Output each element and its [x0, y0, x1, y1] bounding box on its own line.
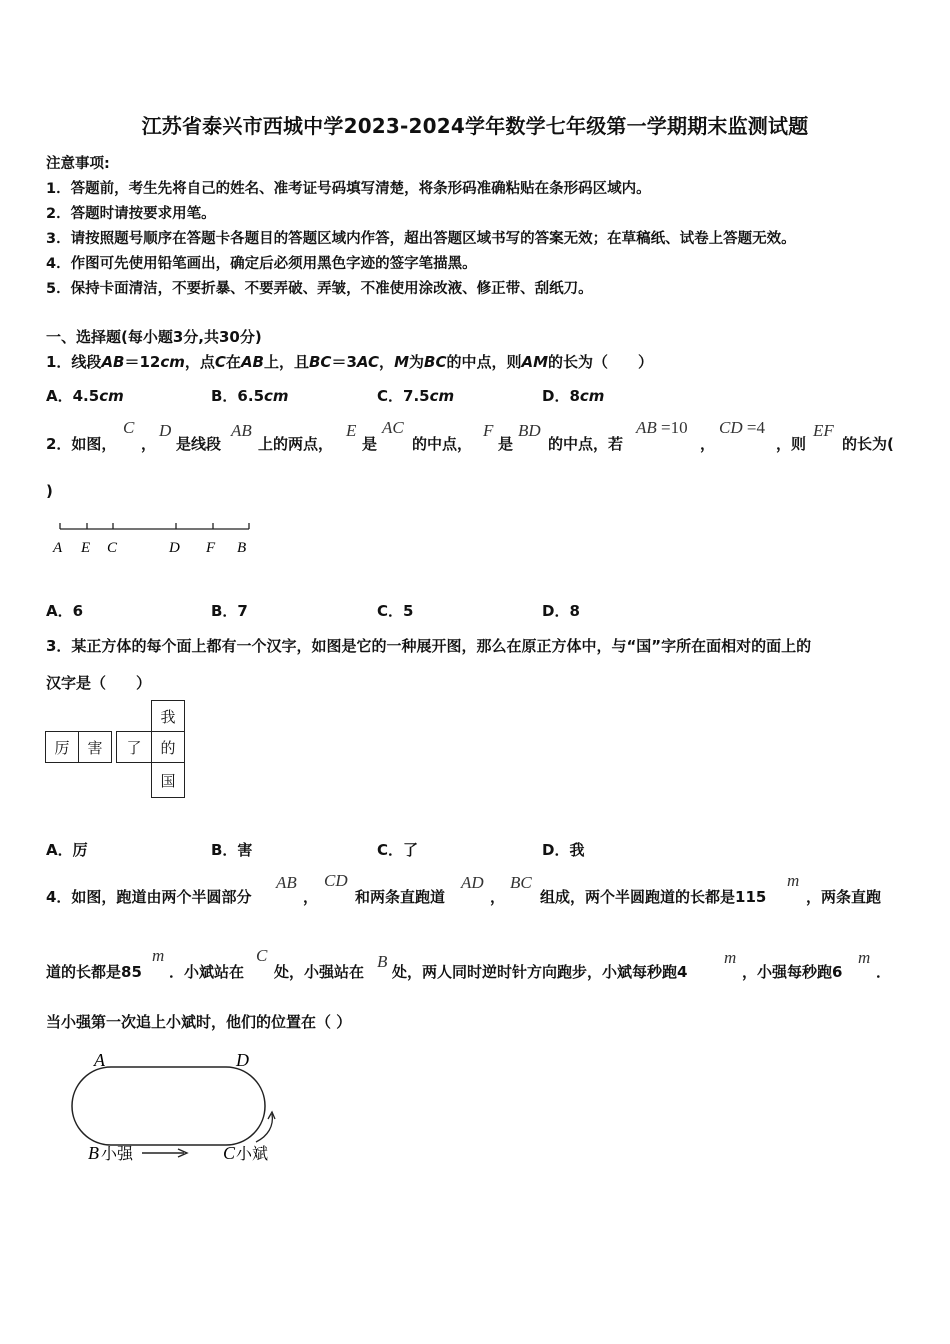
track-label-c: C — [223, 1143, 236, 1163]
q2-point-f: F — [483, 421, 494, 440]
notice-item-5: 5．保持卡面清洁，不要折暴、不要弄破、弄皱，不准使用涂改液、修正带、刮纸刀。 — [46, 281, 593, 297]
q3-line2: 汉字是（ ） — [46, 674, 152, 692]
track-label-d: D — [236, 1050, 249, 1070]
q4-text: 组成，两个半圆跑道的长都是115 — [540, 888, 767, 906]
q1-option-c[interactable]: C．7.5cm — [377, 387, 455, 405]
q1-am: AM — [521, 353, 549, 371]
q4-text: 和两条直跑道 — [355, 888, 446, 906]
q3-option-a[interactable]: A．厉 — [46, 841, 88, 859]
q2-text: 是 — [362, 435, 378, 453]
q1-cm: cm — [160, 353, 185, 371]
q3-option-d[interactable]: D．我 — [542, 841, 585, 859]
q4-arc-ab: AB — [276, 873, 297, 892]
q2-text: 的中点，若 — [548, 435, 624, 453]
q2-text: 上的两点， — [258, 435, 334, 453]
net-cell-hai: 害 — [78, 731, 112, 763]
q1-option-d[interactable]: D．8cm — [542, 387, 605, 405]
q2-option-b[interactable]: B．7 — [211, 602, 248, 620]
notice-item-3: 3．请按照题号顺序在答题卡各题目的答题区域内作答，超出答题区域书写的答案无效；在草稿纸、试卷上答题无效。 — [46, 231, 796, 247]
q2-segment-ab: AB — [231, 421, 252, 440]
q2-segment-ac: AC — [382, 418, 404, 437]
q1-bc: BC — [309, 353, 332, 371]
q1-option-a[interactable]: A．4.5cm — [46, 387, 124, 405]
label-f: F — [206, 540, 216, 556]
q4-unit: m — [787, 871, 800, 890]
q2-segment-bd: BD — [518, 421, 541, 440]
label-c: C — [107, 540, 118, 556]
q4-text: ．小斌站在 — [169, 963, 245, 981]
notice-item-1: 1．答题前，考生先将自己的姓名、准考证号码填写清楚，将条形码准确粘贴在条形码区域内。 — [46, 181, 651, 197]
q4-line3: 当小强第一次追上小斌时，他们的位置在（ ） — [46, 1013, 352, 1031]
q4-text: 处，两人同时逆时针方向跑步，小斌每秒跑4 — [392, 963, 688, 981]
q1-bc2: BC — [424, 353, 447, 371]
q2-prefix: 2．如图， — [46, 435, 117, 453]
q1-text: 的长为（ ） — [548, 353, 654, 371]
q4-line-bc: BC — [510, 873, 532, 892]
track-label-a: A — [94, 1050, 105, 1070]
q4-text: 处，小强站在 — [274, 963, 365, 981]
q4-line-ad: AD — [461, 873, 484, 892]
notice-item-4: 4．作图可先使用铅笔画出，确定后必须用黑色字迹的签字笔描黑。 — [46, 256, 477, 272]
section-heading: 一、选择题(每小题3分,共30分) — [46, 328, 262, 346]
q1-text: ， — [379, 353, 395, 371]
q1-text: 的中点，则 — [446, 353, 522, 371]
q1-eq1: ＝12 — [124, 353, 161, 371]
notice-heading: 注意事项: — [46, 156, 110, 172]
q2-text: ，则 — [776, 435, 807, 453]
q4-comma: ， — [490, 888, 506, 906]
net-cell-le: 了 — [116, 731, 152, 763]
q4-text: ，小强每秒跑6 — [742, 963, 843, 981]
q1-eq2: ＝3 — [331, 353, 357, 371]
q2-text: 的长为( — [842, 435, 894, 453]
q1-text: 1．线段 — [46, 353, 102, 371]
q4-text: 4．如图，跑道由两个半圆部分 — [46, 888, 252, 906]
q2-option-a[interactable]: A．6 — [46, 602, 84, 620]
q2-point-c: C — [123, 418, 135, 437]
q2-text: 是 — [498, 435, 514, 453]
net-cell-de: 的 — [151, 731, 185, 763]
track-label-xiaoqiang: 小强 — [101, 1144, 134, 1163]
q1-ac: AC — [356, 353, 380, 371]
q2-comma: ， — [141, 435, 157, 453]
q4-text: ，两条直跑 — [806, 888, 882, 906]
label-b: B — [237, 540, 247, 556]
q2-segment-ef: EF — [813, 421, 834, 440]
q4-unit: m — [724, 948, 737, 967]
q1-text: ，点 — [184, 353, 215, 371]
q4-comma: ， — [303, 888, 319, 906]
track-label-xiaobin: 小斌 — [236, 1144, 269, 1163]
label-d: D — [169, 540, 180, 556]
notice-item-2: 2．答题时请按要求用笔。 — [46, 206, 216, 222]
question-1 — [46, 351, 653, 372]
q2-point-d: D — [159, 421, 172, 440]
q2-text: 是线段 — [176, 435, 222, 453]
q3-option-c[interactable]: C．了 — [377, 841, 419, 859]
track-label-b: B — [88, 1143, 99, 1163]
q1-option-b[interactable]: B．6.5cm — [211, 387, 289, 405]
run-direction-head — [268, 1112, 275, 1119]
q4-track-figure — [60, 1046, 300, 1171]
q2-text: ) — [46, 482, 53, 500]
q4-point-b: B — [377, 952, 388, 971]
net-cell-li: 厉 — [45, 731, 79, 763]
q1-c: C — [214, 353, 226, 371]
q4-text: 道的长都是85 — [46, 963, 142, 981]
q2-comma: ， — [700, 435, 716, 453]
net-cell-guo: 国 — [151, 762, 185, 798]
q3-option-b[interactable]: B．害 — [211, 841, 253, 859]
q4-arc-cd: CD — [324, 871, 348, 890]
label-a: A — [53, 540, 63, 556]
q1-m: M — [394, 353, 409, 371]
q2-condition-ab: AB =10 — [636, 418, 688, 437]
label-e: E — [81, 540, 91, 556]
q2-option-c[interactable]: C．5 — [377, 602, 414, 620]
q1-text: 为 — [409, 353, 425, 371]
net-cell-wo: 我 — [151, 700, 185, 732]
q2-condition-cd: CD =4 — [719, 418, 765, 437]
q3-line1: 3．某正方体的每个面上都有一个汉字，如图是它的一种展开图，那么在原正方体中，与“国”字所在面相对的面上的 — [46, 637, 812, 655]
page-title: 江苏省泰兴市西城中学2023-2024学年数学七年级第一学期期末监测试题 — [141, 114, 809, 138]
q4-point-c: C — [256, 946, 268, 965]
q4-unit: m — [858, 948, 871, 967]
q4-text: ． — [876, 963, 892, 981]
q1-ab2: AB — [240, 353, 264, 371]
q1-text: 在 — [225, 353, 241, 371]
q1-ab: AB — [101, 353, 125, 371]
q2-text: 的中点， — [412, 435, 473, 453]
track-outline — [72, 1067, 265, 1145]
q2-point-e: E — [346, 421, 357, 440]
q2-option-d[interactable]: D．8 — [542, 602, 580, 620]
q2-segment-figure — [50, 518, 260, 560]
q4-unit: m — [152, 946, 165, 965]
q1-text: 上，且 — [263, 353, 309, 371]
